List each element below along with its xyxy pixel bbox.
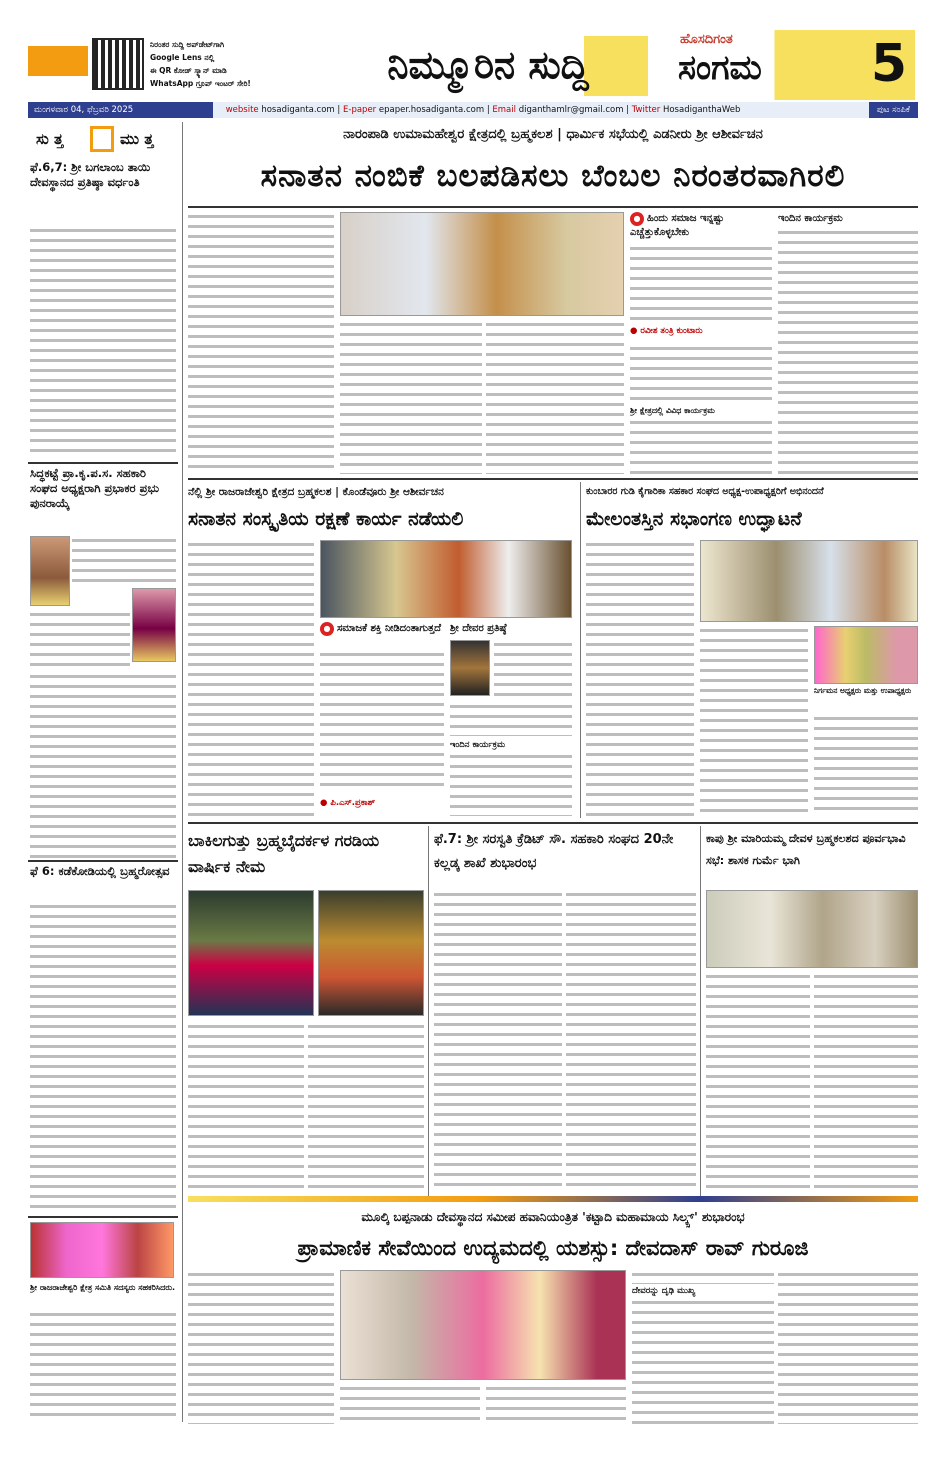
second-box-credit: ● ಪಿ.ಎಸ್.ಪ್ರಕಾಶ್ [320,798,376,808]
last-body-col5 [778,1270,918,1424]
masthead-title: ನಿಮ್ಮೂರಿನ ಸುದ್ದಿ [328,36,648,96]
sidebar-story2-body2 [30,610,130,670]
masthead [28,30,918,102]
section-tag: ಪುಟ ಸಂಪಿಕೆ [869,102,918,118]
lead-photo-ceremony [340,212,624,316]
sub-head-2: ಶ್ರೀ ಕ್ಷೇತ್ರದಲ್ಲಿ ವಿವಿಧ ಕಾರ್ಯಕ್ರಮ [630,406,715,415]
lead-body-col1 [188,212,334,474]
last-body-col1 [188,1270,334,1424]
qr-line-1: ನಿರಂತರ ಸುದ್ದಿ ಅಪ್‌ಡೇಟ್‌ಗಾಗಿ [150,40,225,49]
drop-icon: ● [630,212,644,226]
second-headline: ಸನಾತನ ಸಂಸ್ಕೃತಿಯ ರಕ್ಷಣೆ ಕಾರ್ಯ ನಡೆಯಲಿ [188,508,464,530]
sangama-brand [660,30,915,100]
email-link[interactable]: diganthamlr@gmail.com [518,105,624,115]
drop-icon: ● [320,622,334,636]
epaper-label: E-paper [343,105,377,115]
third-photo-hall [700,540,918,622]
sidebox-credit-text: ರವೀಶ ತಂತ್ರಿ ಕುಂಟಾರು [640,326,703,336]
second-box-title-wrap [320,622,444,636]
qr-instructions [150,38,310,98]
lead-headline: ಸನಾತನ ನಂಬಿಕೆ ಬಲಪಡಿಸಲು ಬೆಂಬಲ ನಿರಂತರವಾಗಿರಲಿ [260,158,846,194]
last-body-col3 [486,1384,626,1424]
website-link[interactable]: hosadiganta.com [261,105,335,115]
second-photo-ceremony [320,540,572,618]
third-body-col2 [700,626,808,816]
suttamutta-logo [32,126,174,154]
sidebar-story3-body [30,902,176,1212]
second-box2-title: ಶ್ರೀ ದೇವರ ಪ್ರತಿಷ್ಠೆ [450,623,507,634]
logo-left: ಸು ತ್ತ [36,130,64,148]
bottom1-photo-left [188,890,314,1016]
third-body-col1 [586,540,694,816]
third-kicker: ಕುಂಬಾರರ ಗುಡಿ ಕೈಗಾರಿಕಾ ಸಹಕಾರ ಸಂಘದ ಅಧ್ಯಕ್ಷ-ಉಪಾಧ್ಯಕ್ಷರಿಗೆ ಅಭಿನಂದನೆ [586,486,824,497]
sidebox-title: ಹಿಂದು ಸಮಾಜ ಇನ್ನಷ್ಟು ಎಚ್ಚೆತ್ತುಕೊಳ್ಳಬೇಕು [630,213,725,238]
divider [28,1216,178,1218]
last-col4 [632,1270,774,1424]
bottom3-body-col1 [706,972,810,1192]
sidebox-credit: ● ರವೀಶ ತಂತ್ರಿ ಕುಂಟಾರು [630,326,703,336]
brand-big: ಸಂಗಮ [678,48,762,88]
divider [188,822,918,824]
last-body-col4b [632,1298,774,1424]
sidebar-story4-body [30,1310,176,1418]
sidebar-story3-headline: ಫೆ 6: ಕಡೆಕೋಡಿಯಲ್ಲಿ ಬ್ರಹ್ಮರೋತ್ಸವ [30,864,170,878]
second-box2-body [494,640,572,700]
lead-body-col3 [486,320,624,474]
epaper-link[interactable]: epaper.hosadiganta.com [378,105,485,115]
second-box2 [450,622,572,816]
second-box2-sub: ಇಂದಿನ ಕಾರ್ಯಕ್ರಮ [450,740,506,750]
sidebox-body [630,244,772,324]
bottom1-body-col2 [308,1022,424,1192]
second-box2-body3 [450,752,572,816]
second-kicker: ನೆಲ್ಲಿ ಶ್ರೀ ರಾಜರಾಜೇಶ್ವರಿ ಕ್ಷೇತ್ರದ ಬ್ರಹ್ಮಕಲಶ | ಕೊಂಡೆವೂರು ಶ್ರೀ ಆಶೀರ್ವಚನ [188,486,444,498]
bottom2-body-col1 [434,890,562,1192]
second-body-col1 [188,540,314,816]
sidebar-story2-headline: ಸಿದ್ಧಕಟ್ಟೆ ಪ್ರಾ.ಕೃ.ಪ.ಸ. ಸಹಕಾರಿ ಸಂಘದ ಅಧ್ಯಕ್ಷರಾಗಿ ಪ್ರಭಾಕರ ಪ್ರಭು ಪುನರಾಯ್ಕೆ [30,466,159,510]
second-box [320,622,444,816]
column-rule [182,122,183,1422]
lead-body-col2 [340,320,482,474]
bottom2-headline: ಫೆ.7: ಶ್ರೀ ಸರಸ್ವತಿ ಕ್ರೆಡಿಟ್ ಸೌ. ಸಹಕಾರಿ ಸಂಘದ 20ನೇ ಕಲ್ಲಡ್ಕ ಶಾಖೆ ಶುಭಾರಂಭ [434,832,674,871]
last-body-col2 [340,1384,480,1424]
qr-line-4: WhatsApp ಗ್ರೂಪ್ ಇಂಟರ್ ಸೇರಿ! [150,79,251,88]
column-rule [428,826,429,1196]
info-bar: ಮಂಗಳವಾರ 04, ಫೆಬ್ರವರಿ 2025 website hosadiganta.com | E-paper epaper.hosadiganta.com | Email diganthamlr@gmail.com | Twitter HosadiganthaWeb ಪುಟ ಸಂಪಿಕೆ [28,102,918,118]
bottom2-body-col2 [566,890,696,1192]
twitter-label: Twitter [631,105,661,115]
third-portraits [814,626,918,684]
qr-code-icon[interactable] [92,38,144,90]
orange-accent-block [28,46,88,76]
email-label: Email [492,105,516,115]
lead-kicker: ನಾರಂಪಾಡಿ ಉಮಾಮಹೇಶ್ವರ ಕ್ಷೇತ್ರದಲ್ಲಿ ಬ್ರಹ್ಮಕಲಶ | ಧಾರ್ಮಿಕ ಸಭೆಯಲ್ಲಿ ಎಡನೀರು ಶ್ರೀ ಆಶೀರ್ವಚನ [343,127,763,142]
divider [188,478,918,480]
date-strip: ಮಂಗಳವಾರ 04, ಫೆಬ್ರವರಿ 2025 [28,102,213,118]
bottom3-headline: ಕಾಪು ಶ್ರೀ ಮಾರಿಯಮ್ಮ ದೇವಳ ಬ್ರಹ್ಮಕಲಶದ ಪೂರ್ವಭಾವಿ ಸಭೆ: ಶಾಸಕ ಗುರ್ಮೆ ಭಾಗಿ [706,832,906,867]
sidebox-body2 [630,344,772,404]
last-kicker: ಮೂಲ್ಕಿ ಬಪ್ಪನಾಡು ದೇವಸ್ಥಾನದ ಸಮೀಪ ಹವಾನಿಯಂತ್ರಿತ 'ಕಟ್ಟಾದಿ ಮಹಾಮಾಯ ಸಿಲ್ಕ್ಸ್' ಶುಭಾರಂಭ [361,1210,745,1224]
sidebar-portrait-1 [30,536,70,606]
sidebar-story1-body [30,226,176,456]
lead-program [778,212,918,474]
sidebar-group-photo [30,1222,174,1278]
color-band [188,1196,918,1202]
last-photo-inauguration [340,1270,626,1380]
second-box-body [320,650,444,792]
program-body [778,228,918,474]
sidebar-story1-headline: ಫೆ.6,7: ಶ್ರೀ ಬಗಲಾಂಬ ತಾಯಿ ದೇವಸ್ಥಾನದ ಪ್ರತಿಷ್ಠಾ ವರ್ಧಂತಿ [30,160,151,189]
logo-right: ಮು ತ್ತ [120,130,154,148]
website-label: website [225,105,259,115]
bottom1-body-col1 [188,1022,304,1192]
bottom1-photo-right [318,890,424,1016]
sidebar-story4-caption: ಶ್ರೀ ರಾಜರಾಜೇಶ್ವರಿ ಕ್ಷೇತ್ರ ಸಮಿತಿ ಸದಸ್ಯರು ಸಹಕರಿಸಿದರು. [30,1283,176,1292]
program-head: ಇಂದಿನ ಕಾರ್ಯಕ್ರಮ [778,213,843,224]
second-box-credit-text: ಪಿ.ಎಸ್.ಪ್ರಕಾಶ್ [330,798,376,808]
second-box-title: ಸಮಾಜಕೆ ಶಕ್ತಿ ನೀಡಿದಂತಾಗುತ್ತದೆ [337,623,442,634]
divider [28,462,178,464]
sidebar-story2-body3 [30,672,176,858]
twitter-link[interactable]: HosadiganthaWeb [662,105,741,115]
bottom3-body-col2 [814,972,918,1192]
book-icon [90,126,114,152]
third-caption: ನಿರ್ಗಮನ ಅಧ್ಯಕ್ಷರು ಮತ್ತು ಉಪಾಧ್ಯಕ್ಷರು [814,686,912,695]
third-body-col3 [814,714,918,816]
second-box2-body2 [450,702,572,736]
sidebox-body3 [630,418,772,474]
lead-sidebox [630,212,772,474]
qr-line-2: Google Lens ನಲ್ಲಿ [150,53,215,62]
sidebar-story2-body [72,536,176,586]
sidebar-portrait-2 [132,588,176,662]
deity-photo [450,640,490,696]
column-rule [700,826,701,1196]
qr-line-3: ಈ QR ಕೋಡ್ ಸ್ಕ್ಯಾನ್ ಮಾಡಿ [150,66,227,75]
third-headline: ಮೇಲಂತಸ್ತಿನ ಸಭಾಂಗಣ ಉದ್ಘಾಟನೆ [586,508,802,530]
divider [28,860,178,862]
last-headline: ಪ್ರಾಮಾಣಿಕ ಸೇವೆಯಿಂದ ಉದ್ಯಮದಲ್ಲಿ ಯಶಸ್ಸು: ದೇವದಾಸ್ ರಾವ್ ಗುರೂಜಿ [297,1236,809,1260]
sidebox-title-wrap [630,212,772,239]
column-rule [580,482,581,818]
page-number: 5 [870,34,907,94]
bottom1-headline: ಬಾಕಿಲಗುತ್ತು ಬ್ರಹ್ಮಬೈದರ್ಕಳ ಗರಡಿಯ ವಾರ್ಷಿಕ ನೇಮ [188,831,380,876]
last-subhead: ದೇವರನ್ನು ದೃಢಿ ಮುಖ್ಯ [632,1286,696,1296]
brand-small: ಹೊಸದಿಗಂತ [680,32,733,47]
bottom3-photo-meeting [706,890,918,968]
last-body-col4a [632,1270,774,1284]
sidebar [28,122,178,1422]
divider [188,206,918,208]
